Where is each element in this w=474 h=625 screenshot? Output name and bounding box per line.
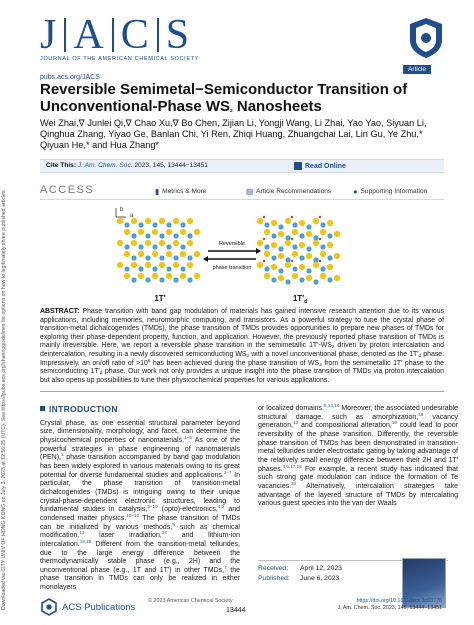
intro-right-text: vacancy generation, bbox=[258, 413, 459, 430]
s-atom bbox=[264, 273, 270, 279]
journal-url-link[interactable]: pubs.acs.org/JACS bbox=[40, 74, 100, 81]
abstract-text-3: with a novel unconventional phase, denoted as the 1T′ bbox=[249, 350, 419, 358]
w-atom bbox=[145, 233, 150, 238]
s-atom bbox=[278, 253, 284, 259]
s-atom bbox=[285, 240, 291, 246]
s-atom bbox=[320, 273, 326, 279]
intro-right-text: Moreover, the associated undesirable structural damage, such as amorphization, bbox=[258, 405, 458, 421]
phase-label-left: 1T′ bbox=[154, 294, 166, 303]
s-atom bbox=[257, 262, 263, 268]
s-atom bbox=[131, 240, 137, 246]
w-atom bbox=[320, 266, 325, 271]
w-atom bbox=[187, 277, 192, 282]
s-atom bbox=[313, 218, 319, 224]
abstract-sup-1: 6 bbox=[147, 357, 151, 363]
w-atom bbox=[180, 222, 185, 227]
intro-left-citation[interactable]: 13 bbox=[79, 530, 85, 536]
metrics-label: Metrics & More bbox=[162, 188, 207, 195]
s-atom bbox=[306, 231, 312, 237]
s-atom bbox=[320, 251, 326, 257]
proton-atom bbox=[319, 260, 321, 262]
w-atom bbox=[299, 277, 304, 282]
w-atom bbox=[271, 277, 276, 282]
arrow-label-phase: phase transition bbox=[212, 265, 252, 271]
proton-atom bbox=[263, 260, 265, 262]
title-main: Reversible Semimetal−Semiconductor Transition of Unconventional-Phase WS bbox=[40, 81, 408, 115]
s-atom bbox=[180, 251, 186, 257]
abstract-sub-2: 2 bbox=[246, 353, 250, 359]
s-atom bbox=[299, 242, 305, 248]
s-atom bbox=[180, 273, 186, 279]
reverse-arrow-head bbox=[203, 256, 208, 262]
intro-left-citation[interactable]: 10−12 bbox=[126, 512, 140, 518]
intro-paragraph-left bbox=[40, 420, 240, 593]
intro-right-citation[interactable]: 16 bbox=[418, 411, 424, 417]
s-atom bbox=[138, 229, 144, 235]
w-atom bbox=[313, 257, 318, 262]
footer-journal-ref: J. Am. Chem. Soc. 2023, 145, 13444−13451 bbox=[337, 605, 442, 611]
access-label: ACCESS bbox=[40, 184, 95, 196]
intro-right-text: For example, a recent study has indicated that such strong gate modulation can induce the formation of Te vacancies. bbox=[258, 465, 458, 490]
w-atom bbox=[124, 244, 129, 249]
copyright: © 2023 American Chemical Society bbox=[148, 598, 233, 604]
section-square-icon bbox=[40, 406, 45, 411]
s-atom bbox=[145, 240, 151, 246]
w-atom bbox=[264, 222, 269, 227]
s-atom bbox=[278, 231, 284, 237]
read-online-button[interactable] bbox=[294, 162, 346, 170]
intro-right-citation[interactable]: 5,13,16 bbox=[323, 403, 340, 408]
abstract-text-6: from the semimetallic 1T′ phase to the semiconducting 1T′ bbox=[40, 359, 444, 376]
info-icon: ● bbox=[353, 187, 358, 196]
intro-right-citation[interactable]: 20 bbox=[291, 480, 297, 486]
abstract-sub-5: d bbox=[99, 371, 103, 377]
intro-left-citation[interactable]: 1 bbox=[61, 452, 64, 458]
supporting-info-button[interactable] bbox=[353, 187, 427, 196]
arrow-label-reversible: Reversible bbox=[219, 241, 245, 247]
w-atom bbox=[264, 266, 269, 271]
s-atom bbox=[271, 242, 277, 248]
intro-right-citation[interactable]: 4,5,17,18 bbox=[282, 463, 302, 469]
intro-left-citation[interactable]: 8−10 bbox=[147, 504, 158, 510]
w-atom bbox=[292, 244, 297, 249]
author-list[interactable]: Wei Zhai,∇ Junlei Qi,∇ Chao Xu,∇ Bo Chen, Zijian Li, Yongji Wang, Li Zhai, Yao Yao, Siyuan Li, Qinghua Zhang, Yiyao Ge, Banlan Chi, Yi Ren, Zhiqi Huang, Zhuangchai Lai, Lin Gu, Ye Zhu,* Qiyuan He,* and Hua Zhang* bbox=[40, 118, 427, 150]
intro-left-citation[interactable]: 1−5 bbox=[184, 434, 192, 440]
s-atom bbox=[138, 251, 144, 257]
w-atom bbox=[166, 222, 171, 227]
proton-atom bbox=[291, 216, 293, 218]
w-atom bbox=[180, 266, 185, 271]
phase-label-right-main: 1T′ bbox=[292, 294, 305, 303]
proton-atom bbox=[291, 260, 293, 262]
w-atom bbox=[159, 233, 164, 238]
intro-left-citation[interactable]: 13,15 bbox=[79, 538, 92, 544]
logo-letter-j: J bbox=[40, 12, 58, 58]
received-date: April 12, 2023 bbox=[300, 565, 342, 572]
acs-hexagon-icon bbox=[40, 598, 58, 616]
s-atom bbox=[187, 240, 193, 246]
proton-atom bbox=[319, 216, 321, 218]
s-atom bbox=[166, 251, 172, 257]
abstract-sub-1: 2 bbox=[331, 345, 335, 351]
proton-atom bbox=[319, 238, 321, 240]
s-atom bbox=[117, 218, 123, 224]
section-divider bbox=[40, 391, 444, 392]
article-type-badge: Article bbox=[403, 65, 431, 74]
intro-heading-text: INTRODUCTION bbox=[49, 404, 118, 414]
w-atom bbox=[131, 277, 136, 282]
abstract-text-4: phase. Impressively, an on/off ratio of >10 bbox=[40, 350, 444, 367]
s-atom bbox=[152, 273, 158, 279]
s-atom bbox=[299, 220, 305, 226]
s-atom bbox=[124, 273, 130, 279]
intro-left-citation[interactable]: 4,9 bbox=[217, 504, 225, 510]
s-atom bbox=[334, 253, 340, 259]
intro-left-text: Different from the transition-metal tellurides, due to the large energy difference between the thermodynamically stable phase (e.g., 2H) and the unconventional phase (e.g., 1T and 1T′) in other TMDs, bbox=[40, 540, 240, 574]
intro-left-text: As one of the powerful strategies in phase engineering of nanomaterials (PEN), bbox=[40, 436, 240, 462]
s-atom bbox=[327, 264, 333, 270]
url-row bbox=[40, 66, 431, 81]
intro-left-text: and condensed matter physics. bbox=[40, 506, 241, 522]
intro-left-text: (opto)-electronics, bbox=[157, 506, 218, 514]
s-atom bbox=[264, 251, 270, 257]
right-crystal bbox=[257, 216, 340, 285]
s-atom bbox=[180, 229, 186, 235]
proton-atom bbox=[263, 216, 265, 218]
w-atom bbox=[313, 279, 318, 284]
s-atom bbox=[334, 231, 340, 237]
s-atom bbox=[159, 218, 165, 224]
w-atom bbox=[327, 277, 332, 282]
journal-masthead bbox=[40, 14, 445, 64]
cite-this[interactable] bbox=[46, 162, 208, 169]
footer-citation bbox=[338, 598, 442, 612]
intro-left-text: laser irradiation, bbox=[84, 532, 162, 540]
s-atom bbox=[292, 251, 298, 257]
w-atom bbox=[173, 255, 178, 260]
s-atom bbox=[124, 229, 130, 235]
s-atom bbox=[299, 264, 305, 270]
w-atom bbox=[313, 235, 318, 240]
intro-left-text: Crystal phase, as one essential structural parameter beyond size, dimensionality, morphology, and facet, can determine the physicochemical properties of nanomaterials. bbox=[40, 419, 240, 444]
w-atom bbox=[152, 244, 157, 249]
s-atom bbox=[152, 229, 158, 235]
access-bar bbox=[40, 184, 444, 200]
published-date: June 6, 2023 bbox=[300, 574, 340, 582]
s-atom bbox=[278, 275, 284, 281]
s-atom bbox=[159, 240, 165, 246]
s-atom bbox=[306, 253, 312, 259]
w-atom bbox=[271, 233, 276, 238]
s-atom bbox=[131, 262, 137, 268]
left-crystal bbox=[117, 218, 200, 283]
recommendations-label: Article Recommendations bbox=[256, 188, 332, 195]
proton-atom bbox=[263, 238, 265, 240]
w-atom bbox=[285, 257, 290, 262]
s-atom bbox=[117, 240, 123, 246]
s-atom bbox=[187, 262, 193, 268]
w-atom bbox=[180, 244, 185, 249]
download-notice-strip bbox=[0, 150, 14, 620]
s-atom bbox=[145, 218, 151, 224]
w-atom bbox=[306, 268, 311, 273]
s-atom bbox=[313, 262, 319, 268]
s-atom bbox=[194, 229, 200, 235]
w-atom bbox=[173, 233, 178, 238]
intro-left-citation[interactable]: 1−7 bbox=[223, 469, 232, 475]
s-atom bbox=[257, 218, 263, 224]
s-atom bbox=[285, 262, 291, 268]
s-atom bbox=[320, 229, 326, 235]
s-atom bbox=[173, 240, 179, 246]
w-atom bbox=[320, 244, 325, 249]
intro-right-citation[interactable]: 15 bbox=[391, 420, 397, 426]
w-atom bbox=[173, 277, 178, 282]
w-atom bbox=[152, 222, 157, 227]
title-subscript: 2 bbox=[230, 109, 233, 114]
s-atom bbox=[145, 262, 151, 268]
s-atom bbox=[152, 251, 158, 257]
intro-right-text: Alternatively, intercalation strategies take advantage of the layered structure of TMDs by intercalating various guest species into the van der Waals bbox=[258, 482, 458, 508]
intro-paragraph-right bbox=[258, 405, 458, 509]
intro-left-citation[interactable]: 14 bbox=[161, 530, 167, 536]
s-atom bbox=[138, 273, 144, 279]
recommendations-button[interactable] bbox=[246, 187, 331, 196]
abstract-text-7: phase. Our work not only provides a unique insight into the phase transition of TMDs via proton intercalation but also opens up possibilities to tune their physicochemical properties for various applications. bbox=[40, 368, 444, 384]
publisher-name: ACS Publications bbox=[62, 601, 136, 613]
logo-letter-a: A bbox=[73, 12, 105, 58]
w-atom bbox=[271, 255, 276, 260]
cite-bar bbox=[40, 159, 444, 173]
w-atom bbox=[285, 279, 290, 284]
w-atom bbox=[292, 266, 297, 271]
intro-left-text: and lithium-ion intercalation. bbox=[40, 532, 241, 548]
intro-right-citation[interactable]: 13 bbox=[293, 420, 299, 426]
metrics-button[interactable] bbox=[155, 187, 206, 196]
jacs-logo bbox=[40, 14, 190, 56]
w-atom bbox=[292, 222, 297, 227]
intro-right-text: or localized domains. bbox=[258, 405, 324, 412]
cite-volume: 2023, 145, 13444−13451 bbox=[132, 162, 208, 169]
logo-letter-s: S bbox=[165, 12, 191, 58]
page-number: 13444 bbox=[226, 607, 246, 614]
s-atom bbox=[306, 275, 312, 281]
w-atom bbox=[145, 277, 150, 282]
metrics-icon: ▮ bbox=[155, 187, 160, 196]
published-label: Published: bbox=[258, 574, 290, 582]
abstract-sub-4: 2 bbox=[319, 362, 322, 368]
w-atom bbox=[278, 224, 283, 229]
intro-left-text: the phase transition in TMDs can only be realized in either monolayers bbox=[40, 566, 240, 592]
logo-letter-c: C bbox=[120, 12, 150, 58]
abstract-label: ABSTRACT: bbox=[40, 308, 80, 315]
s-atom bbox=[173, 218, 179, 224]
article-title bbox=[40, 81, 440, 115]
s-atom bbox=[334, 275, 340, 281]
w-atom bbox=[264, 244, 269, 249]
s-atom bbox=[159, 262, 165, 268]
w-atom bbox=[278, 268, 283, 273]
abstract-text-2: driven by proton intercalation and deintercalation, resulting in a newly discovered semiconducting WS bbox=[40, 342, 444, 358]
s-atom bbox=[187, 218, 193, 224]
intro-left-column bbox=[40, 405, 240, 593]
w-atom bbox=[306, 246, 311, 251]
s-atom bbox=[292, 273, 298, 279]
s-atom bbox=[264, 229, 270, 235]
s-atom bbox=[327, 220, 333, 226]
w-atom bbox=[138, 244, 143, 249]
title-tail: Nanosheets bbox=[232, 98, 322, 115]
w-atom bbox=[299, 255, 304, 260]
w-atom bbox=[166, 266, 171, 271]
intro-right-text: and compositional alteration, bbox=[298, 422, 392, 430]
intro-right-text: could lead to poor reversibility of the phase transition. Differently, the reversible phase transition of TMDs has been demonstrated in transition-metal tellurides under electrostatic gating by taking advantage of the relatively small energy difference between their 2H and 1T′ phases. bbox=[258, 422, 458, 473]
journal-subtitle: JOURNAL OF THE AMERICAN CHEMICAL SOCIETY bbox=[40, 56, 199, 62]
s-atom bbox=[194, 273, 200, 279]
intro-right-column bbox=[258, 405, 458, 509]
phase-label-right bbox=[293, 294, 307, 303]
page-footer bbox=[40, 596, 444, 620]
w-atom bbox=[320, 222, 325, 227]
acs-publications-logo[interactable] bbox=[40, 598, 135, 616]
intro-heading bbox=[40, 405, 240, 414]
s-atom bbox=[166, 273, 172, 279]
abstract-text-5: has been achieved during the phase transition of WS bbox=[150, 359, 320, 367]
intro-left-text: In particular, the phase transition of transition-metal dichalcogenides (TMDs) is intriguing owing to their unique crystal-phase-dependent electronic structures, leading to fundamental studies in catalysis, bbox=[40, 471, 240, 514]
w-atom bbox=[138, 266, 143, 271]
forward-arrow-head bbox=[256, 248, 261, 254]
phase-label-right-sub: d bbox=[304, 299, 308, 303]
intro-left-text: The phase transition of TMDs can be initialized by various methods, bbox=[40, 514, 240, 531]
w-atom bbox=[152, 266, 157, 271]
proton-atom bbox=[291, 238, 293, 240]
intro-left-citation[interactable]: 7 bbox=[224, 564, 227, 570]
w-atom bbox=[327, 233, 332, 238]
w-atom bbox=[299, 233, 304, 238]
supporting-label: Supporting Information bbox=[360, 188, 428, 195]
read-online-label: Read Online bbox=[305, 162, 346, 170]
cite-journal: J. Am. Chem. Soc. bbox=[77, 162, 133, 169]
w-atom bbox=[285, 235, 290, 240]
article-icon: ▤ bbox=[246, 187, 254, 196]
axis-b-label: b bbox=[120, 207, 124, 213]
doi-link[interactable]: https://doi.org/10.1021/jacs.3c03776 bbox=[356, 598, 442, 604]
download-notice-text: Downloaded via CITY UNIV OF HONG KONG on July 3, 2023 at 12:56:25 (UTC). See https://pubs.acs.org/sharingguidelines for options on how to legitimately share published articles. bbox=[1, 189, 7, 610]
s-atom bbox=[271, 264, 277, 270]
s-atom bbox=[271, 220, 277, 226]
s-atom bbox=[117, 262, 123, 268]
w-atom bbox=[124, 222, 129, 227]
w-atom bbox=[159, 277, 164, 282]
intro-left-text: such as chemical modification, bbox=[40, 523, 240, 540]
abstract-sub-3: d bbox=[418, 353, 422, 359]
s-atom bbox=[257, 240, 263, 246]
toc-graphic bbox=[108, 203, 358, 303]
received-label: Received: bbox=[258, 565, 289, 572]
w-atom bbox=[327, 255, 332, 260]
s-atom bbox=[124, 251, 130, 257]
w-atom bbox=[187, 255, 192, 260]
cite-label: Cite This: bbox=[46, 162, 77, 169]
abstract bbox=[40, 308, 444, 385]
w-atom bbox=[138, 222, 143, 227]
s-atom bbox=[313, 240, 319, 246]
w-atom bbox=[131, 233, 136, 238]
s-atom bbox=[194, 251, 200, 257]
intro-left-citation[interactable]: 5 bbox=[172, 521, 175, 527]
s-atom bbox=[285, 218, 291, 224]
w-atom bbox=[124, 266, 129, 271]
s-atom bbox=[327, 242, 333, 248]
abstract-text-1: Phase transition with band gap modulation of materials has gained intensive research attention due to its various applications, including memories, neuromorphic computing, and transistors. As a powerful strategy to tune the crystal phase of transition-metal dichalcogenides (TMDs), the phase transition of TMDs provides opportunities to prepare new phases of TMDs for exploring their phase-dependent property, function, and application. However, the previously reported phase transition of TMDs is mainly irreversible. Here, we report a reversible phase transition in the semimetallic 1T′-WS bbox=[40, 308, 444, 350]
w-atom bbox=[306, 224, 311, 229]
s-atom bbox=[173, 262, 179, 268]
w-atom bbox=[131, 255, 136, 260]
axis-a-label: a bbox=[130, 213, 134, 219]
s-atom bbox=[166, 229, 172, 235]
w-atom bbox=[145, 255, 150, 260]
w-atom bbox=[166, 244, 171, 249]
w-atom bbox=[278, 246, 283, 251]
journal-crest-icon bbox=[407, 16, 445, 60]
w-atom bbox=[187, 233, 192, 238]
intro-left-text: phase transition accompanied by band gap modulation has been widely explored in various materials owing to its great potential for diverse fundamental studies and applications. bbox=[40, 454, 240, 479]
s-atom bbox=[292, 229, 298, 235]
w-atom bbox=[159, 255, 164, 260]
read-online-icon bbox=[294, 162, 302, 170]
